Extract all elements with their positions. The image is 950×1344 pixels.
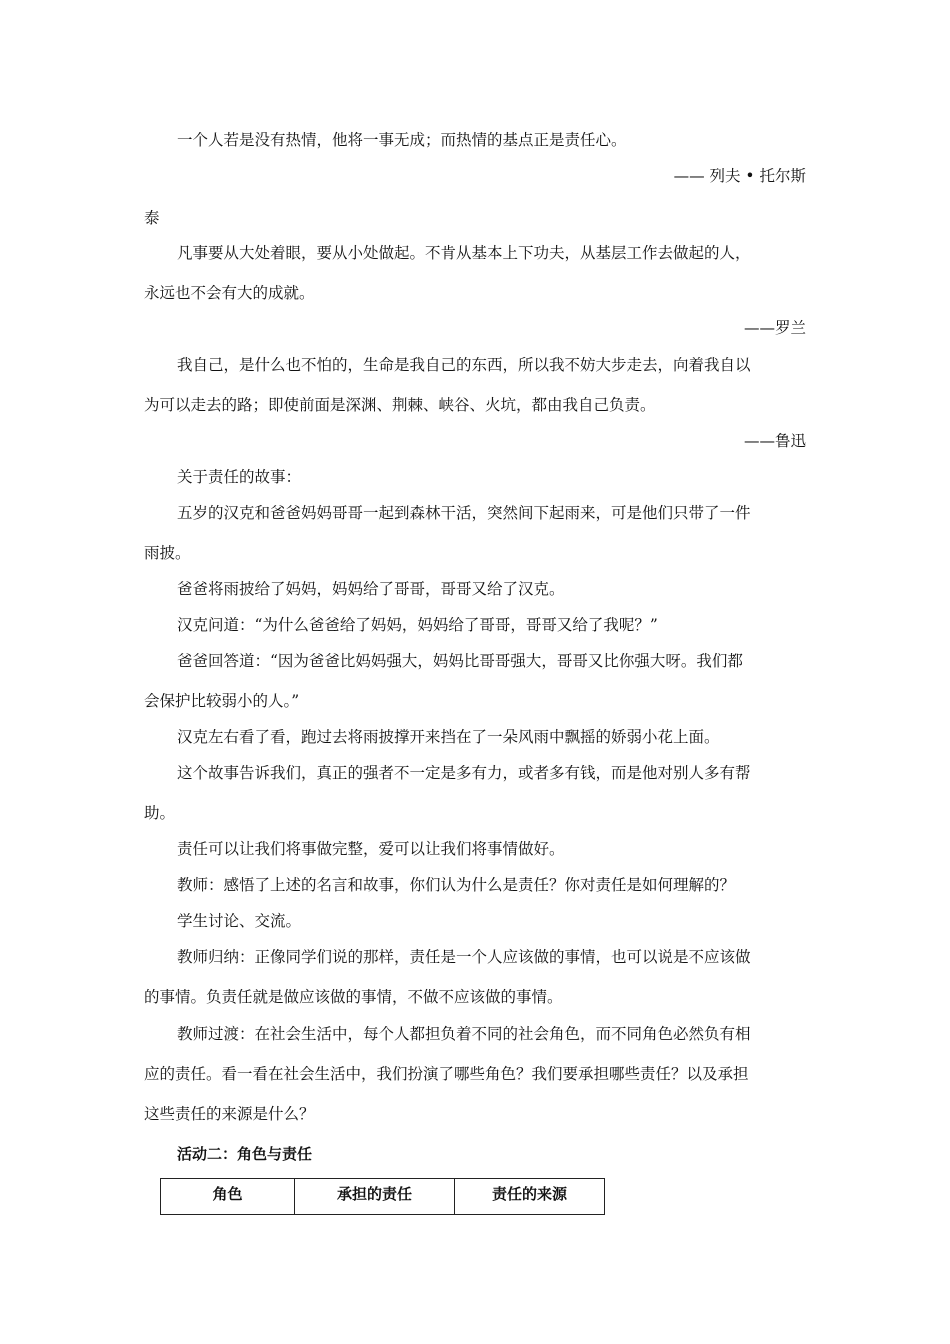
teacher-question: 教师：感悟了上述的名言和故事，你们认为什么是责任？你对责任是如何理解的？ (177, 876, 736, 894)
teacher-summary-line2: 的事情。负责任就是做应该做的事情，不做不应该做的事情。 (144, 988, 563, 1006)
story-p2: 爸爸将雨披给了妈妈，妈妈给了哥哥，哥哥又给了汉克。 (177, 580, 565, 598)
role-responsibility-table (160, 1178, 605, 1215)
quote-roland-text-2: 永远也不会有大的成就。 (144, 284, 315, 302)
quote-roland-text-1: 凡事要从大处着眼，要从小处做起。不肯从基本上下功夫，从基层工作去做起的人， (177, 244, 751, 262)
quote-roland-author: ——罗兰 (743, 319, 806, 337)
story-p1-line1: 五岁的汉克和爸爸妈妈哥哥一起到森林干活，突然间下起雨来，可是他们只带了一件 (177, 504, 751, 522)
header-source: 责任的来源 (455, 1179, 605, 1215)
header-responsibility: 承担的责任 (295, 1179, 455, 1215)
story-p1-line2: 雨披。 (144, 544, 191, 562)
story-heading: 关于责任的故事： (177, 468, 302, 486)
quote-luxun-text-2: 为可以走去的路；即使前面是深渊、荆棘、峡谷、火坑，都由我自己负责。 (144, 396, 656, 414)
quote-luxun-text-1: 我自己，是什么也不怕的，生命是我自己的东西，所以我不妨大步走去，向着我自以 (177, 356, 751, 374)
teacher-summary-line1: 教师归纳：正像同学们说的那样，责任是一个人应该做的事情，也可以说是不应该做 (177, 948, 751, 966)
quote-tolstoy-author-cont: 泰 (144, 209, 160, 227)
student-discussion: 学生讨论、交流。 (177, 912, 302, 930)
activity-title: 活动二：角色与责任 (177, 1145, 313, 1163)
story-p6-line1: 这个故事告诉我们，真正的强者不一定是多有力，或者多有钱，而是他对别人多有帮 (177, 764, 751, 782)
story-p6-line2: 助。 (144, 804, 176, 822)
story-p4-line2: 会保护比较弱小的人。” (144, 692, 300, 710)
table-header-row (161, 1179, 605, 1215)
quote-luxun-author: ——鲁迅 (743, 432, 806, 450)
quote-tolstoy-author: —— 列夫 • 托尔斯 (673, 167, 806, 185)
quote-tolstoy-text: 一个人若是没有热情，他将一事无成；而热情的基点正是责任心。 (177, 131, 627, 149)
story-p7: 责任可以让我们将事做完整，爱可以让我们将事情做好。 (177, 840, 565, 858)
story-p5: 汉克左右看了看，跑过去将雨披撑开来挡在了一朵风雨中飘摇的娇弱小花上面。 (177, 728, 720, 746)
story-p3: 汉克问道：“为什么爸爸给了妈妈，妈妈给了哥哥，哥哥又给了我呢？” (177, 616, 658, 634)
teacher-transition-line3: 这些责任的来源是什么？ (144, 1105, 315, 1123)
header-role: 角色 (161, 1179, 295, 1215)
story-p4-line1: 爸爸回答道：“因为爸爸比妈妈强大，妈妈比哥哥强大，哥哥又比你强大呀。我们都 (177, 652, 743, 670)
teacher-transition-line2: 应的责任。看一看在社会生活中，我们扮演了哪些角色？我们要承担哪些责任？以及承担 (144, 1065, 749, 1083)
teacher-transition-line1: 教师过渡：在社会生活中，每个人都担负着不同的社会角色，而不同角色必然负有相 (177, 1025, 751, 1043)
